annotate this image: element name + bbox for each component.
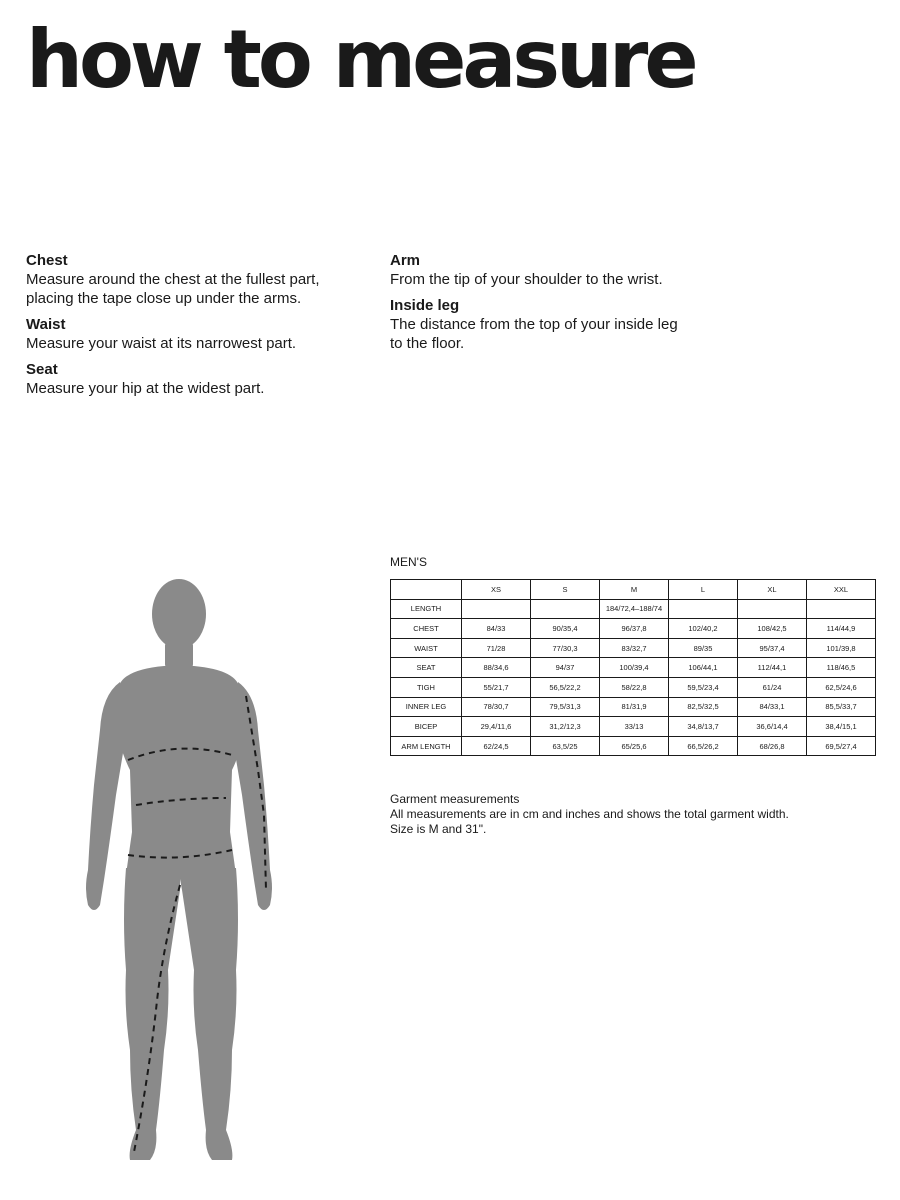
chest-heading: Chest <box>26 252 68 269</box>
table-cell: 88/34,6 <box>462 658 531 678</box>
arm-instruction <box>390 252 740 289</box>
table-cell: 95/37,4 <box>738 638 807 658</box>
row-label: SEAT <box>391 658 462 678</box>
row-label: ARM LENGTH <box>391 736 462 756</box>
table-cell: 102/40,2 <box>669 619 738 639</box>
waist-text: Measure your waist at its narrowest part. <box>26 335 297 352</box>
table-cell: 108/42,5 <box>738 619 807 639</box>
row-label: LENGTH <box>391 599 462 619</box>
notes-heading: Garment measurements <box>390 792 520 806</box>
notes-line-1: All measurements are in cm and inches and shows the total garment width. <box>390 807 789 821</box>
table-cell: 56,5/22,2 <box>531 677 600 697</box>
table-cell: 33/13 <box>600 717 669 737</box>
waist-instruction <box>26 316 376 353</box>
seat-instruction <box>26 361 376 398</box>
table-cell: 38,4/15,1 <box>807 717 876 737</box>
table-cell: 85,5/33,7 <box>807 697 876 717</box>
size-column-header: M <box>600 580 669 600</box>
table-row <box>391 717 876 737</box>
table-cell <box>462 599 531 619</box>
table-cell <box>669 599 738 619</box>
size-column-header: XS <box>462 580 531 600</box>
table-cell: 101/39,8 <box>807 638 876 658</box>
table-row <box>391 619 876 639</box>
table-cell: 114/44,9 <box>807 619 876 639</box>
table-cell: 112/44,1 <box>738 658 807 678</box>
table-cell: 29,4/11,6 <box>462 717 531 737</box>
table-cell: 96/37,8 <box>600 619 669 639</box>
size-column-header: XL <box>738 580 807 600</box>
table-cell: 89/35 <box>669 638 738 658</box>
size-column-header: S <box>531 580 600 600</box>
table-header-row <box>391 580 876 600</box>
chest-instruction <box>26 252 376 308</box>
table-cell: 68/26,8 <box>738 736 807 756</box>
size-column-header: L <box>669 580 738 600</box>
table-cell: 90/35,4 <box>531 619 600 639</box>
arm-text: From the tip of your shoulder to the wrist. <box>390 271 663 288</box>
row-label: WAIST <box>391 638 462 658</box>
inside-leg-instruction <box>390 297 740 353</box>
notes-line-2: Size is M and 31". <box>390 822 487 836</box>
row-label: CHEST <box>391 619 462 639</box>
table-cell: 77/30,3 <box>531 638 600 658</box>
table-cell <box>738 599 807 619</box>
table-cell: 62,5/24,6 <box>807 677 876 697</box>
table-cell <box>531 599 600 619</box>
table-label: MEN'S <box>390 555 427 569</box>
row-label: BICEP <box>391 717 462 737</box>
table-cell: 84/33 <box>462 619 531 639</box>
table-cell: 69,5/27,4 <box>807 736 876 756</box>
table-cell: 63,5/25 <box>531 736 600 756</box>
table-corner-cell <box>391 580 462 600</box>
body-measurement-figure <box>70 570 300 1170</box>
inside-leg-heading: Inside leg <box>390 297 460 314</box>
size-column-header: XXL <box>807 580 876 600</box>
table-cell: 59,5/23,4 <box>669 677 738 697</box>
size-table <box>390 579 876 756</box>
row-label: INNER LEG <box>391 697 462 717</box>
table-cell: 79,5/31,3 <box>531 697 600 717</box>
instructions-right <box>390 252 740 361</box>
waist-heading: Waist <box>26 316 66 333</box>
arm-heading: Arm <box>390 252 421 269</box>
inside-leg-text: The distance from the top of your inside leg to the floor. <box>390 316 678 352</box>
table-cell: 36,6/14,4 <box>738 717 807 737</box>
table-cell: 78/30,7 <box>462 697 531 717</box>
table-cell: 55/21,7 <box>462 677 531 697</box>
table-cell: 58/22,8 <box>600 677 669 697</box>
table-cell: 106/44,1 <box>669 658 738 678</box>
table-cell <box>807 599 876 619</box>
table-cell: 62/24,5 <box>462 736 531 756</box>
seat-text: Measure your hip at the widest part. <box>26 380 265 397</box>
instructions-left <box>26 252 376 406</box>
seat-heading: Seat <box>26 361 58 378</box>
table-cell: 94/37 <box>531 658 600 678</box>
table-cell: 66,5/26,2 <box>669 736 738 756</box>
table-row <box>391 736 876 756</box>
table-cell: 83/32,7 <box>600 638 669 658</box>
table-cell: 71/28 <box>462 638 531 658</box>
table-row <box>391 677 876 697</box>
table-cell: 81/31,9 <box>600 697 669 717</box>
table-cell: 184/72,4–188/74 <box>600 599 669 619</box>
table-cell: 100/39,4 <box>600 658 669 678</box>
garment-notes <box>390 792 789 837</box>
table-cell: 65/25,6 <box>600 736 669 756</box>
table-cell: 61/24 <box>738 677 807 697</box>
table-cell: 82,5/32,5 <box>669 697 738 717</box>
table-cell: 31,2/12,3 <box>531 717 600 737</box>
page-title: how to measure <box>26 13 695 106</box>
body-silhouette <box>86 579 272 1160</box>
chest-text: Measure around the chest at the fullest part, placing the tape close up under the arms. <box>26 271 320 307</box>
table-cell: 118/46,5 <box>807 658 876 678</box>
table-cell: 34,8/13,7 <box>669 717 738 737</box>
row-label: TIGH <box>391 677 462 697</box>
table-row <box>391 638 876 658</box>
table-cell: 84/33,1 <box>738 697 807 717</box>
table-row <box>391 658 876 678</box>
table-row <box>391 697 876 717</box>
table-row <box>391 599 876 619</box>
